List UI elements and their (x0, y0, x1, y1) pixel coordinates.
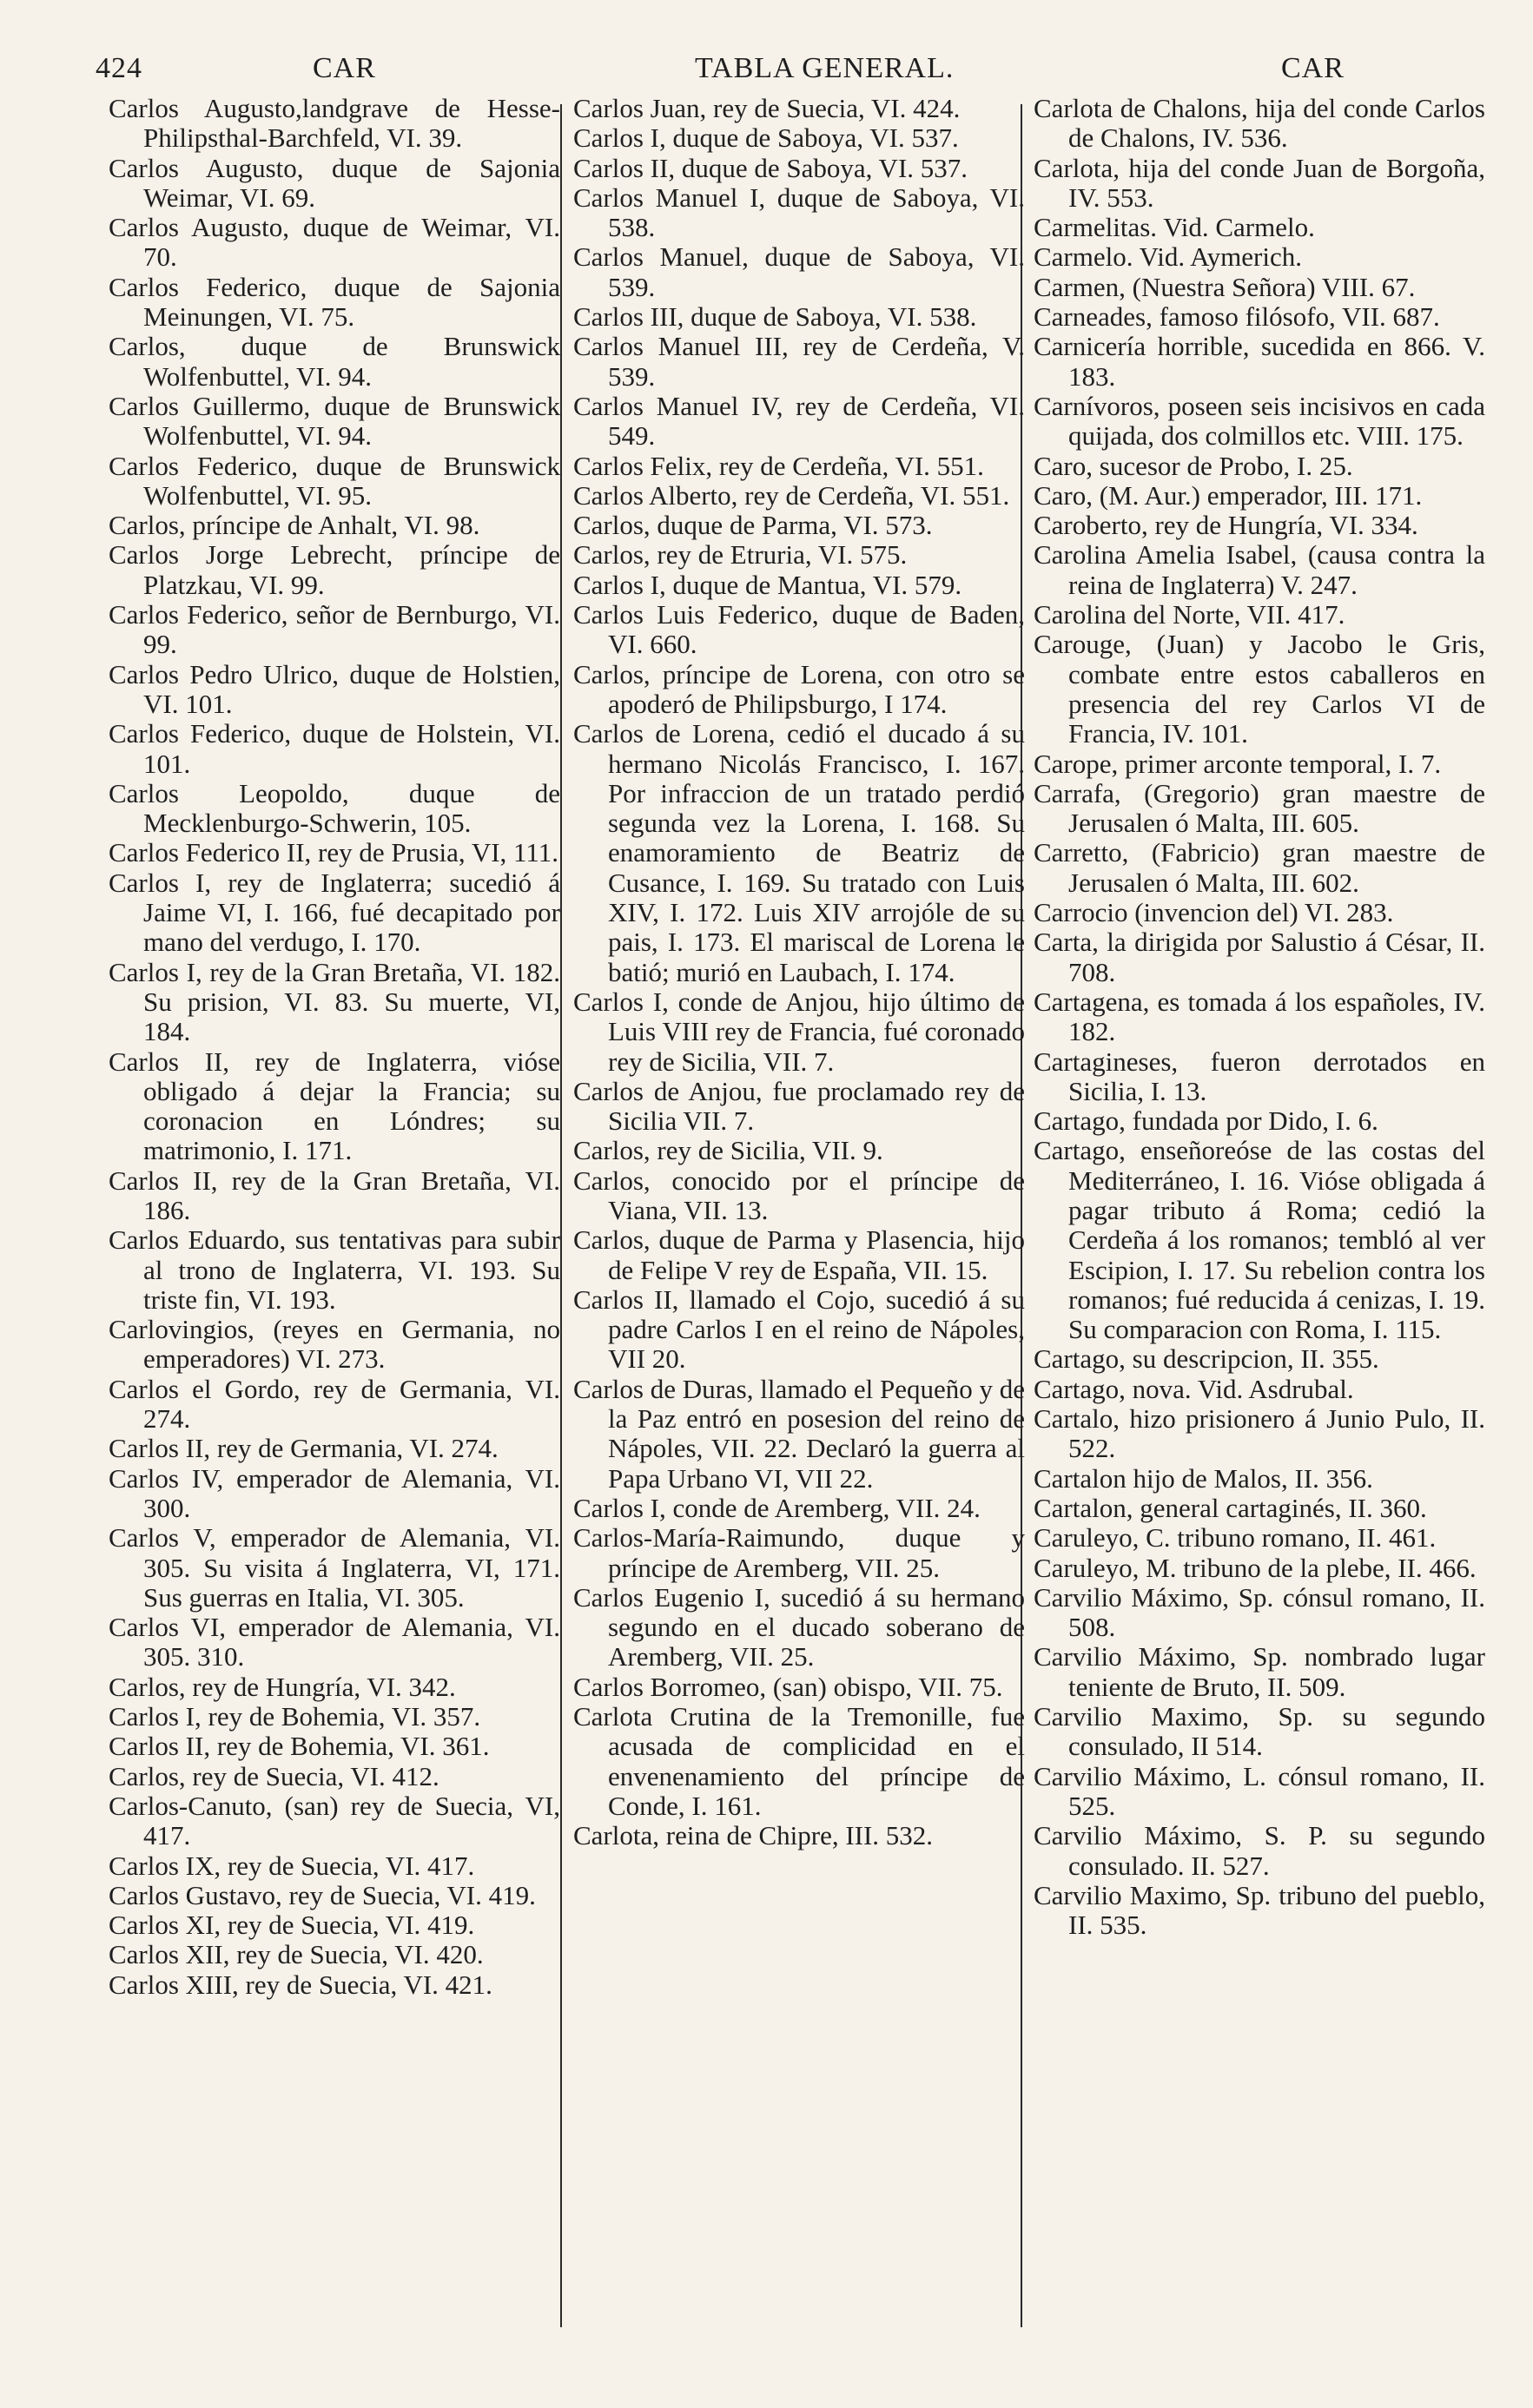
index-entry: Carlos, príncipe de Anhalt, VI. 98. (109, 510, 480, 541)
index-entry: Carlos VI, emperador de Alemania, VI. 305. 310. (109, 1612, 560, 1672)
index-entry: Carlota de Chalons, hija del conde Carlos de Chalons, IV. 536. (1034, 93, 1485, 154)
index-entry: Carlos Eduardo, sus tentativas para subir al trono de Inglaterra, VI. 193. Su triste fin, VI. 193. (109, 1224, 560, 1315)
index-entry: Carlos Borromeo, (san) obispo, VII. 75. (573, 1671, 1003, 1702)
index-entry: Carvilio Máximo, Sp. nombrado lugar teniente de Bruto, II. 509. (1034, 1641, 1485, 1702)
index-entry: Carrafa, (Gregorio) gran maestre de Jerusalen ó Malta, III. 605. (1034, 777, 1485, 839)
index-entry: Cartagena, es tomada á los españoles, IV. 182. (1034, 986, 1485, 1047)
index-column-3 (1034, 94, 1485, 1940)
index-entry: Carlos V, emperador de Alemania, VI. 305. Su visita á Inglaterra, VI, 171. Sus guerras en Italia, VI. 305. (109, 1522, 560, 1613)
index-entry: Caroberto, rey de Hungría, VI. 334. (1034, 510, 1418, 541)
index-entry: Carlos de Duras, llamado el Pequeño y de la Paz entró en posesion del reino de Nápoles, VII. 22. Declaró la guerra al Papa Urbano VI, VII 22. (573, 1373, 1025, 1494)
column-divider (560, 104, 562, 2327)
index-entry: Carlos Federico II, rey de Prusia, VI, 111. (109, 837, 558, 868)
page-number: 424 (96, 52, 142, 84)
index-entry: Carvilio Máximo, Sp. cónsul romano, II. 508. (1034, 1581, 1485, 1643)
index-entry: Cartago, nova. Vid. Asdrubal. (1034, 1373, 1354, 1404)
index-entry: Carlos Jorge Lebrecht, príncipe de Platzkau, VI. 99. (109, 539, 560, 600)
index-entry: Carlos Manuel, duque de Saboya, VI. 539. (573, 241, 1025, 302)
index-entry: Carlos, conocido por el príncipe de Viana, VII. 13. (573, 1164, 1025, 1225)
index-entry: Carolina del Norte, VII. 417. (1034, 599, 1345, 630)
index-entry: Carlos I, duque de Mantua, VI. 579. (573, 569, 962, 600)
index-entry: Carlos, príncipe de Lorena, con otro se apoderó de Philipsburgo, I 174. (573, 658, 1025, 719)
index-entry: Cartago, su descripcion, II. 355. (1034, 1343, 1379, 1375)
index-entry: Carvilio Máximo, S. P. su segundo consulado. II. 527. (1034, 1820, 1485, 1881)
index-entry: Carlos I, conde de Aremberg, VII. 24. (573, 1492, 981, 1523)
index-entry: Carlos XII, rey de Suecia, VI. 420. (109, 1939, 484, 1970)
index-entry: Carlos Pedro Ulrico, duque de Holstien, VI. 101. (109, 658, 560, 719)
index-entry: Carlos de Anjou, fue proclamado rey de Sicilia VII. 7. (573, 1075, 1025, 1137)
index-entry: Cartago, enseñoreóse de las costas del Mediterráneo, I. 16. Vióse obligada á pagar tributo á Roma; cedió la Cerdeña á los romanos; tembló al ver Escipion, I. 17. Su rebelion contra los romanos; fué reducida á cenizas, I. 19. Su comparacion con Roma, I. 115. (1034, 1135, 1485, 1345)
index-entry: Cartalon, general cartaginés, II. 360. (1034, 1492, 1427, 1523)
index-entry: Carnicería horrible, sucedida en 866. V. 183. (1034, 331, 1485, 392)
index-entry: Carta, la dirigida por Salustio á César, II. 708. (1034, 927, 1485, 987)
index-entry: Carlos Manuel IV, rey de Cerdeña, VI. 549. (573, 390, 1025, 452)
index-entry: Carlota Crutina de la Tremonille, fue acusada de complicidad en el envenenamiento del príncipe de Conde, I. 161. (573, 1701, 1025, 1821)
index-entry: Carlos, duque de Parma y Plasencia, hijo de Felipe V rey de España, VII. 15. (573, 1224, 1025, 1285)
index-entry: Carlos Federico, señor de Bernburgo, VI. 99. (109, 599, 560, 660)
index-entry: Carlos Manuel I, duque de Saboya, VI. 538. (573, 181, 1025, 243)
index-entry: Carlos, rey de Sicilia, VII. 9. (573, 1135, 883, 1166)
index-entry: Cartalo, hizo prisionero á Junio Pulo, II. 522. (1034, 1403, 1485, 1464)
index-entry: Carlos Eugenio I, sucedió á su hermano segundo en el ducado soberano de Aremberg, VII. 25. (573, 1581, 1025, 1672)
index-entry: Cartagineses, fueron derrotados en Sicilia, I. 13. (1034, 1046, 1485, 1106)
index-entry: Carlos de Lorena, cedió el ducado á su hermano Nicolás Francisco, I. 167. Por infraccion de un tratado perdió segunda vez la Lorena, I. 168. Su enamoramiento de Beatriz de Cusance, I. 169. Su tratado con Luis XIV, I. 172. Luis XIV arrojóle de su pais, I. 173. El mariscal de Lorena le batió; murió en Laubach, I. 174. (573, 718, 1025, 987)
index-entry: Carlos Leopoldo, duque de Mecklenburgo-Schwerin, 105. (109, 777, 560, 839)
index-entry: Carlos II, rey de Inglaterra, vióse obligado á dejar la Francia; su coronacion en Lóndres; su matrimonio, I. 171. (109, 1046, 560, 1166)
index-entry: Carrocio (invencion del) VI. 283. (1034, 897, 1394, 928)
index-entry: Carvilio Máximo, L. cónsul romano, II. 525. (1034, 1760, 1485, 1821)
index-entry: Caro, sucesor de Probo, I. 25. (1034, 450, 1353, 481)
index-entry: Caruleyo, C. tribuno romano, II. 461. (1034, 1522, 1437, 1554)
index-entry: Carlos I, duque de Saboya, VI. 537. (573, 122, 959, 154)
index-entry: Carlos, rey de Hungría, VI. 342. (109, 1671, 456, 1702)
index-entry: Carlos II, rey de la Gran Bretaña, VI. 186. (109, 1164, 560, 1225)
index-entry: Carvilio Maximo, Sp. tribuno del pueblo, II. 535. (1034, 1879, 1485, 1941)
index-entry: Cartago, fundada por Dido, I. 6. (1034, 1105, 1378, 1137)
index-entry: Carlos Gustavo, rey de Suecia, VI. 419. (109, 1879, 536, 1910)
index-entry: Carmelo. Vid. Aymerich. (1034, 241, 1302, 273)
index-entry: Caro, (M. Aur.) emperador, III. 171. (1034, 479, 1423, 511)
index-entry: Carlos Manuel III, rey de Cerdeña, V. 539. (573, 331, 1025, 392)
index-entry: Carlos II, llamado el Cojo, sucedió á su padre Carlos I en el reino de Nápoles, VII 20. (573, 1283, 1025, 1375)
index-entry: Carmelitas. Vid. Carmelo. (1034, 212, 1315, 243)
index-entry: Carlos Juan, rey de Suecia, VI. 424. (573, 93, 961, 123)
index-entry: Carneades, famoso filósofo, VII. 687. (1034, 301, 1440, 333)
index-entry: Carlos Augusto, duque de Sajonia Weimar, VI. 69. (109, 152, 560, 213)
header-letters-left: CAR (313, 52, 376, 84)
index-entry: Carlos Federico, duque de Sajonia Meinungen, VI. 75. (109, 271, 560, 333)
index-column-2 (573, 94, 1025, 1851)
index-entry: Carlos I, rey de Inglaterra; sucedió á Jaime VI, I. 166, fué decapitado por mano del verdugo, I. 170. (109, 867, 560, 958)
index-entry: Carlos Luis Federico, duque de Baden, VI. 660. (573, 599, 1025, 660)
index-entry: Carlos III, duque de Saboya, VI. 538. (573, 301, 977, 333)
index-entry: Carlos Alberto, rey de Cerdeña, VI. 551. (573, 479, 1010, 511)
index-entry: Carlos II, duque de Saboya, VI. 537. (573, 152, 968, 183)
index-entry: Carouge, (Juan) y Jacobo le Gris, combate entre estos caballeros en presencia del rey Carlos VI de Francia, IV. 101. (1034, 629, 1485, 749)
index-entry: Carvilio Maximo, Sp. su segundo consulado, II 514. (1034, 1701, 1485, 1762)
index-entry: Carlos Federico, duque de Brunswick Wolfenbuttel, VI. 95. (109, 450, 560, 511)
index-entry: Carlos XIII, rey de Suecia, VI. 421. (109, 1969, 492, 2000)
index-entry: Carlos el Gordo, rey de Germania, VI. 274. (109, 1373, 560, 1435)
index-entry: Carlos Felix, rey de Cerdeña, VI. 551. (573, 450, 984, 481)
page-title: TABLA GENERAL. (695, 52, 955, 84)
index-entry: Carlos Augusto,landgrave de Hesse-Philipsthal-Barchfeld, VI. 39. (109, 93, 560, 154)
index-entry: Carlos I, conde de Anjou, hijo último de Luis VIII rey de Francia, fué coronado rey de Sicilia, VII. 7. (573, 986, 1025, 1077)
index-entry: Carlos Guillermo, duque de Brunswick Wolfenbuttel, VI. 94. (109, 390, 560, 452)
header-letters-right: CAR (1281, 52, 1345, 84)
index-entry: Carretto, (Fabricio) gran maestre de Jerusalen ó Malta, III. 602. (1034, 837, 1485, 898)
index-entry: Carlos, rey de Etruria, VI. 575. (573, 539, 908, 571)
index-entry: Carlovingios, (reyes en Germania, no emperadores) VI. 273. (109, 1314, 560, 1375)
index-entry: Carlota, hija del conde Juan de Borgoña, IV. 553. (1034, 152, 1485, 213)
index-entry: Carlos IV, emperador de Alemania, VI. 300. (109, 1462, 560, 1523)
index-entry: Carlos-María-Raimundo, duque y príncipe de Aremberg, VII. 25. (573, 1522, 1025, 1583)
index-entry: Carolina Amelia Isabel, (causa contra la reina de Inglaterra) V. 247. (1034, 539, 1485, 600)
index-entry: Carnívoros, poseen seis incisivos en cada quijada, dos colmillos etc. VIII. 175. (1034, 390, 1485, 452)
index-entry: Carlos I, rey de Bohemia, VI. 357. (109, 1701, 481, 1732)
index-entry: Carlos II, rey de Bohemia, VI. 361. (109, 1731, 490, 1762)
index-entry: Carlos, duque de Brunswick Wolfenbuttel, VI. 94. (109, 331, 560, 392)
index-entry: Carlota, reina de Chipre, III. 532. (573, 1820, 934, 1851)
index-entry: Carlos, duque de Parma, VI. 573. (573, 510, 933, 541)
page-header (96, 43, 1485, 96)
index-entry: Carlos Augusto, duque de Weimar, VI. 70. (109, 212, 560, 273)
index-entry: Carlos XI, rey de Suecia, VI. 419. (109, 1910, 475, 1941)
index-entry: Carlos I, rey de la Gran Bretaña, VI. 182. Su prision, VI. 83. Su muerte, VI, 184. (109, 956, 560, 1047)
index-entry: Carlos II, rey de Germania, VI. 274. (109, 1433, 499, 1464)
index-entry: Carlos IX, rey de Suecia, VI. 417. (109, 1850, 475, 1881)
index-entry: Carlos-Canuto, (san) rey de Suecia, VI, 417. (109, 1790, 560, 1851)
index-entry: Cartalon hijo de Malos, II. 356. (1034, 1462, 1373, 1494)
index-column-1 (109, 94, 560, 2000)
index-entry: Caruleyo, M. tribuno de la plebe, II. 466. (1034, 1552, 1477, 1583)
index-entry: Carope, primer arconte temporal, I. 7. (1034, 748, 1442, 779)
index-entry: Carlos Federico, duque de Holstein, VI. 101. (109, 718, 560, 779)
index-entry: Carlos, rey de Suecia, VI. 412. (109, 1760, 439, 1791)
index-entry: Carmen, (Nuestra Señora) VIII. 67. (1034, 271, 1416, 302)
